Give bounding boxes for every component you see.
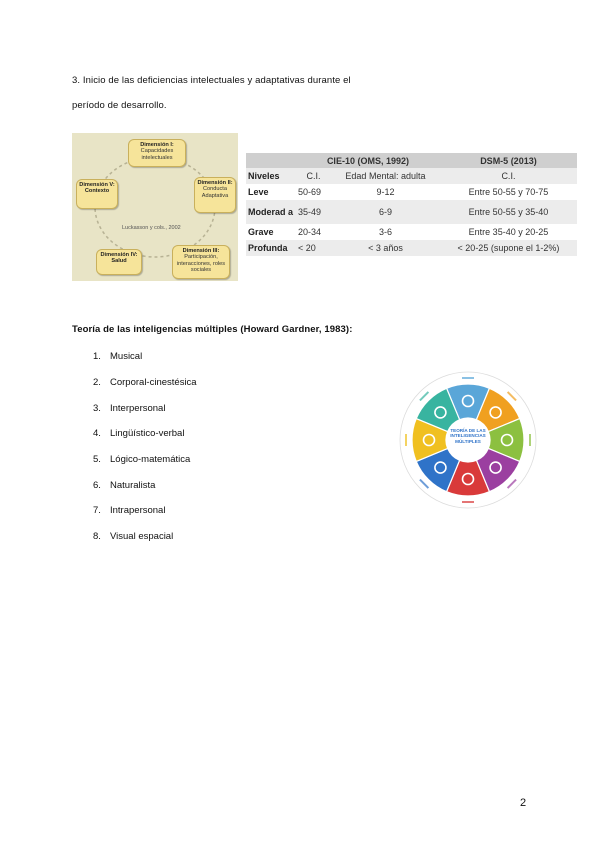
wheel-segment-label-mark — [405, 434, 407, 446]
dimension-1-text: Capacidades intelectuales — [140, 148, 174, 161]
list-item: 4. Lingüístico-verbal — [93, 428, 185, 439]
table-cell-level: Profunda — [246, 240, 296, 256]
table-cell-level: Grave — [248, 227, 274, 237]
table-cell-ci: 50-69 — [298, 187, 322, 197]
dimension-4-box — [96, 249, 142, 275]
diagram-citation: Luckasson y cols., 2002 — [122, 225, 181, 231]
table-cell-em: 3-6 — [378, 227, 392, 237]
list-item-label: Naturalista — [110, 480, 156, 491]
list-item: 2. Corporal-cinestésica — [93, 377, 197, 388]
table-subheader-cell: C.I. — [296, 168, 331, 184]
list-item-label: Visual espacial — [110, 531, 174, 542]
table-header-cell: DSM-5 (2013) — [440, 153, 577, 168]
list-item: 3. Interpersonal — [93, 403, 166, 414]
table-cell-level: Leve — [248, 187, 269, 197]
table-cell-em: < 3 años — [331, 240, 440, 256]
list-item-label: Lógico-matemática — [110, 454, 191, 465]
list-item-label: Interpersonal — [110, 403, 166, 414]
dimension-4-title: Dimensión IV: Salud — [100, 252, 138, 265]
table-header-cell — [246, 153, 296, 168]
table-cell-dsm: < 20-25 (supone el 1-2%) — [440, 240, 577, 256]
dimensions-diagram — [72, 133, 238, 281]
list-item-label: Lingüístico-verbal — [110, 428, 185, 439]
table-cell-ci: 20-34 — [298, 227, 322, 237]
table-cell-dsm: Entre 35-40 y 20-25 — [468, 227, 549, 237]
dimension-2-box — [194, 177, 236, 213]
dimension-5-title: Dimensión V: Contexto — [79, 182, 115, 195]
theory-heading: Teoría de las inteligencias múltiples (Howard Gardner, 1983): — [72, 324, 353, 335]
list-item: 7. Intrapersonal — [93, 505, 166, 516]
dimension-5-box — [76, 179, 118, 209]
dimension-1-box — [128, 139, 186, 167]
wheel-center-text: TEORÍA DE LAS INTELIGENCIAS MÚLTIPLES — [450, 428, 486, 444]
table-subheader-cell: Niveles — [246, 168, 296, 184]
list-item: 8. Visual espacial — [93, 531, 174, 542]
table-subheader-row — [246, 168, 577, 184]
table-cell-ci: < 20 — [296, 240, 331, 256]
wheel-segment-label-mark — [462, 501, 474, 503]
dimension-3-title: Dimensión III: — [182, 248, 220, 254]
table-cell-em: 9-12 — [376, 187, 395, 197]
intelligences-wheel — [398, 370, 538, 510]
table-cell-level: Moderad a — [246, 200, 296, 224]
table-row — [246, 184, 577, 200]
table-cell-dsm: Entre 50-55 y 70-75 — [468, 187, 549, 197]
retardation-levels-table — [246, 153, 577, 262]
table-cell-dsm: Entre 50-55 y 35-40 — [440, 200, 577, 224]
table-cell-ci: 35-49 — [296, 200, 331, 224]
page-number: 2 — [520, 797, 527, 809]
table-subheader-cell: C.I. — [440, 168, 577, 184]
list-item-label: Corporal-cinestésica — [110, 377, 197, 388]
dimension-1-title: Dimensión I: — [140, 142, 174, 148]
table-header-row — [246, 153, 577, 168]
intro-line-1: 3. Inicio de las deficiencias intelectuales y adaptativas durante el — [72, 75, 351, 86]
table-row — [246, 224, 577, 240]
list-item: 6. Naturalista — [93, 480, 156, 491]
intro-line-2: período de desarrollo. — [72, 100, 167, 111]
wheel-segment-label-mark — [529, 434, 531, 446]
list-item-label: Intrapersonal — [110, 505, 166, 516]
table-row — [246, 240, 577, 256]
table-row — [246, 200, 577, 224]
wheel-segment-label-mark — [462, 377, 474, 379]
dimension-2-title: Dimensión II: — [197, 180, 233, 186]
list-item-label: Musical — [110, 351, 143, 362]
table-header-cell: CIE-10 (OMS, 1992) — [296, 153, 440, 168]
list-item: 5. Lógico-matemática — [93, 454, 191, 465]
dimension-2-text: Conducta Adaptativa — [201, 186, 229, 199]
dimension-3-text: Participación, interacciones, roles sociales — [176, 254, 226, 274]
list-item: 1. Musical — [93, 351, 143, 362]
table-subheader-cell: Edad Mental: adulta — [331, 168, 440, 184]
dimension-3-box — [172, 245, 230, 279]
table-cell-em: 6-9 — [331, 200, 440, 224]
